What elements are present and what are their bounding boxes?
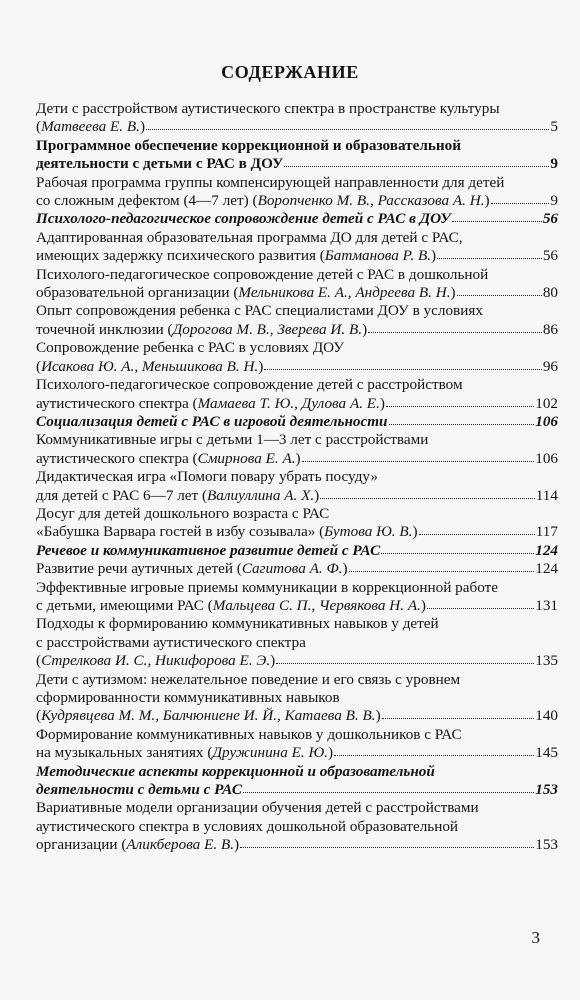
toc-page-number: 124: [535, 541, 558, 559]
toc-entry-text-segment: ): [379, 394, 385, 412]
toc-section-heading: [36, 413, 558, 431]
toc-entry-text-segment: ): [314, 486, 320, 504]
toc-page-number: 124: [535, 560, 558, 578]
toc-entry-authors: Ворonченко М. В., Рассказова А. Н.: [257, 192, 485, 210]
dot-leader: [457, 294, 542, 296]
toc-page-number: 153: [535, 836, 558, 854]
dot-leader: [146, 128, 549, 130]
toc-entry-authors: Исакова Ю. А., Меньшикова В. Н.: [41, 357, 259, 375]
toc-entry-last-line: [36, 247, 558, 265]
dot-leader: [368, 331, 542, 333]
toc-entry-authors: Мельникова Е. А., Андреева В. Н.: [238, 284, 451, 302]
toc-entry-text: [36, 487, 319, 505]
toc-entry: [36, 671, 558, 726]
toc-entry-line: Дети с расстройством аутистического спектра в пространстве культуры: [36, 100, 500, 117]
toc-entry-last-line: [36, 597, 558, 615]
toc-entry: [36, 339, 558, 376]
toc-entry-text-segment: ): [431, 247, 437, 265]
toc-entry-text-segment: аутистического спектра (: [36, 394, 198, 412]
toc-entry-last-line: [36, 652, 558, 670]
toc-page-number: 102: [535, 394, 558, 412]
toc-entry-text-segment: ): [484, 192, 490, 210]
toc-entry-authors: Бутова Ю. В.: [324, 523, 413, 541]
dot-leader: [240, 846, 534, 848]
toc-entry-line: Дидактическая игра «Помоги повару убрать посуду»: [36, 468, 378, 486]
toc-entry-text-segment: на музыкальных занятиях (: [36, 744, 213, 762]
toc-entry-last-line: [36, 192, 558, 210]
toc-entry: [36, 174, 558, 211]
toc-section-heading: [36, 137, 558, 174]
toc-entry: [36, 302, 558, 339]
toc-entry: [36, 579, 558, 616]
toc-entry-line: Подходы к формированию коммуникативных навыков у детей: [36, 615, 439, 633]
dot-leader: [386, 405, 534, 407]
toc-entry-last-line: [36, 395, 558, 413]
toc-entry-text: [36, 597, 426, 615]
toc-entry-text-segment: (: [36, 707, 42, 725]
toc-section-heading: [36, 763, 558, 800]
toc-entry-last-line: [36, 358, 558, 376]
toc-entry-text-segment: ): [270, 652, 276, 670]
toc-entry-text: [36, 542, 380, 560]
dot-leader: [427, 607, 534, 609]
toc-page-number: 56: [542, 210, 558, 228]
toc-entry-text-segment: с детьми, имеющими РАС (: [36, 596, 213, 614]
toc-entry: [36, 726, 558, 763]
toc-entry-last-line: [36, 707, 558, 725]
toc-entry-text-segment: ): [139, 118, 146, 136]
toc-entry-text-segment: точечной инклюзии (: [36, 320, 173, 338]
toc-entry-last-line: [36, 744, 558, 762]
toc-entry-line: Сопровождение ребенка с РАС в условиях ДОУ: [36, 339, 345, 357]
toc-entry-text-segment: Социализация детей с РАС в игровой деятельности: [36, 412, 388, 430]
toc-page-number: 153: [535, 781, 558, 799]
toc-entry-text-segment: ): [362, 320, 368, 338]
toc-entry-text: [36, 284, 456, 302]
toc-entry-last-line: [36, 118, 558, 136]
toc-entry-line: Опыт сопровождения ребенка с РАС специалистами ДОУ в условиях: [36, 302, 483, 320]
toc-section-heading: [36, 542, 558, 560]
toc-entry-last-line: [36, 450, 558, 468]
toc-entry-text: [36, 560, 348, 578]
dot-leader: [320, 497, 535, 499]
toc-entry-text: [36, 781, 242, 799]
toc-entry-text-segment: организации (: [36, 836, 127, 854]
toc-page-number: 5: [550, 118, 558, 136]
toc-entry-authors: Мамаева Т. Ю., Дулова А. Е.: [197, 394, 380, 412]
dot-leader: [381, 552, 534, 554]
toc-page-number: 114: [535, 486, 558, 504]
toc-page-number: 145: [535, 744, 558, 762]
dot-leader: [382, 717, 535, 719]
toc-entry: [36, 229, 558, 266]
toc-entry-last-line: [36, 836, 558, 854]
toc-entry-text-segment: Развитие речи аутичных детей (: [36, 560, 242, 578]
toc-entry-line: Психолого-педагогическое сопровождение детей с расстройством: [36, 376, 463, 394]
toc-entry-line: Коммуникативные игры с детьми 1—3 лет с расстройствами: [36, 431, 429, 449]
toc-entry-text-segment: ): [327, 744, 333, 762]
toc-entry-text: [36, 118, 145, 136]
toc-entry-text-segment: образовательной организации (: [36, 284, 239, 302]
toc-entry-text-segment: деятельности с детьми с РАС: [36, 781, 243, 799]
toc-entry-line: с расстройствами аутистического спектра: [36, 633, 306, 651]
toc-entry-text: [36, 210, 451, 228]
toc-entry-line: Рабочая программа группы компенсирующей направленности для детей: [36, 173, 505, 191]
toc-entry: [36, 376, 558, 413]
toc-entry-text: [36, 321, 367, 339]
toc-entry-text: [36, 707, 381, 725]
toc-entry-text-segment: ): [375, 707, 381, 725]
toc-entry-text-segment: ): [412, 523, 418, 541]
toc-entry-line: аутистического спектра в условиях дошкольной образовательной: [36, 817, 459, 835]
toc-page-number: 9: [550, 155, 558, 173]
dot-leader: [491, 202, 550, 204]
dot-leader: [349, 570, 535, 572]
toc-entry-text: [36, 395, 385, 413]
toc-entry-authors: Дружинина Е. Ю.: [212, 744, 328, 762]
toc-entry-text-segment: ): [450, 284, 456, 302]
toc-entry-last-line: [36, 284, 558, 302]
toc-entry-text-segment: Психолого-педагогическое сопровождение детей с РАС в ДОУ: [36, 210, 451, 228]
toc-entry-text-segment: ): [420, 596, 426, 614]
toc-entry-last-line: [36, 155, 558, 173]
toc-entry-text-segment: «Бабушка Варвара гостей в избу созывала» (: [36, 523, 325, 541]
page-title: СОДЕРЖАНИЕ: [221, 62, 359, 82]
toc-entry-text: [36, 836, 239, 854]
toc-entry-text-segment: (: [36, 357, 42, 375]
toc-entry-text-segment: аутистического спектра (: [36, 449, 198, 467]
toc-page-number: 80: [542, 284, 558, 302]
toc-entry-text: [36, 358, 263, 376]
toc-entry-authors: Батманова Р. В.: [324, 247, 432, 265]
toc-entry-text-segment: Речевое и коммуникативное развитие детей с РАС: [36, 541, 381, 559]
dot-leader: [419, 533, 535, 535]
toc-entry-text: [36, 744, 333, 762]
dot-leader: [243, 791, 534, 793]
toc-entry-authors: Аликберова Е. В.: [126, 836, 235, 854]
toc-entry-text-segment: для детей с РАС 6—7 лет (: [36, 486, 208, 504]
toc-entry: [36, 266, 558, 303]
page-number: 3: [531, 928, 540, 947]
toc-entry-line: Адаптированная образовательная программа ДО для детей с РАС,: [36, 228, 463, 246]
toc-entry-text: [36, 247, 436, 265]
toc-entry: [36, 100, 558, 137]
toc-entry-line: Эффективные игровые приемы коммуникации в коррекционной работе: [36, 578, 498, 596]
toc-entry-text: [36, 450, 301, 468]
toc-entry-last-line: [36, 781, 558, 799]
toc-entry: [36, 799, 558, 854]
toc-entry-authors: Матвеева Е. В.: [41, 118, 140, 136]
toc-entry-text-segment: ): [342, 560, 348, 578]
toc-entry-text: [36, 192, 490, 210]
toc-entry-line: Психолого-педагогическое сопровождение детей с РАС в дошкольной: [36, 265, 489, 283]
toc-entry-text-segment: ): [258, 357, 264, 375]
toc-entry: [36, 615, 558, 670]
toc-page-number: 135: [535, 652, 558, 670]
toc-entry-authors: Сагитова А. Ф.: [241, 560, 343, 578]
toc-entry-last-line: [36, 560, 558, 578]
toc-entry-text: [36, 155, 283, 173]
toc-entry-last-line: [36, 413, 558, 431]
toc-entry-line: Дети с аутизмом: нежелательное поведение и его связь с уровнем: [36, 670, 461, 688]
toc-entry-text: [36, 413, 388, 431]
dot-leader: [276, 662, 534, 664]
dot-leader: [389, 423, 535, 425]
toc-entry-last-line: [36, 523, 558, 541]
toc-entry: [36, 560, 558, 578]
toc-entry-line: Досуг для детей дошкольного возраста с РАС: [36, 504, 330, 522]
toc-entry-text-segment: ): [295, 449, 301, 467]
toc-entry-authors: Смирнова Е. А.: [197, 449, 296, 467]
toc-entry-authors: Валиуллина А. Х.: [207, 486, 315, 504]
toc-entry: [36, 431, 558, 468]
dot-leader: [437, 257, 542, 259]
toc-entry-line: Вариативные модели организации обучения детей с расстройствами: [36, 799, 479, 817]
toc-page-number: 106: [535, 412, 558, 430]
toc-entry-text: [36, 523, 418, 541]
table-of-contents: [36, 100, 558, 855]
toc-entry-last-line: [36, 210, 558, 228]
toc-entry: [36, 468, 558, 505]
toc-entry-authors: Мальцева С. П., Червякова Н. А.: [212, 596, 421, 614]
toc-entry-last-line: [36, 542, 558, 560]
toc-page-number: 117: [535, 523, 558, 541]
toc-entry-authors: Кудрявцева М. М., Балчюниене И. Й., Катаева В. В.: [41, 707, 376, 725]
toc-page-number: 131: [535, 596, 558, 614]
toc-page-number: 56: [542, 247, 558, 265]
toc-entry-text-segment: деятельности с детьми с РАС в ДОУ: [36, 155, 284, 173]
dot-leader: [334, 754, 534, 756]
toc-entry-line: Формирование коммуникативных навыков у дошкольников с РАС: [36, 725, 462, 743]
toc-entry-text-segment: (: [36, 652, 42, 670]
toc-entry-text-segment: со сложным дефектом (4—7 лет) (: [36, 192, 258, 210]
toc-entry-authors: Стрелкова И. С., Никифорова Е. Э.: [41, 652, 271, 670]
toc-section-heading: [36, 210, 558, 228]
toc-page-number: 96: [542, 357, 558, 375]
dot-leader: [264, 368, 542, 370]
dot-leader: [302, 460, 535, 462]
toc-page-number: 106: [535, 449, 558, 467]
toc-entry-text-segment: ): [234, 836, 240, 854]
toc-entry-text-segment: (: [36, 118, 42, 136]
toc-entry-authors: Дорогова М. В., Зверева И. В.: [172, 320, 363, 338]
dot-leader: [452, 220, 542, 222]
toc-page-number: 9: [550, 192, 558, 210]
toc-entry-last-line: [36, 321, 558, 339]
dot-leader: [284, 165, 549, 167]
toc-entry: [36, 505, 558, 542]
toc-entry-text: [36, 652, 275, 670]
toc-entry-line: Методические аспекты коррекционной и образовательной: [36, 762, 435, 780]
toc-entry-line: Программное обеспечение коррекционной и образовательной: [36, 136, 461, 154]
toc-entry-last-line: [36, 487, 558, 505]
toc-entry-line: сформированности коммуникативных навыков: [36, 689, 340, 706]
toc-page-number: 86: [542, 320, 558, 338]
toc-entry-text-segment: имеющих задержку психического развития (: [36, 247, 325, 265]
toc-page-number: 140: [535, 707, 558, 725]
